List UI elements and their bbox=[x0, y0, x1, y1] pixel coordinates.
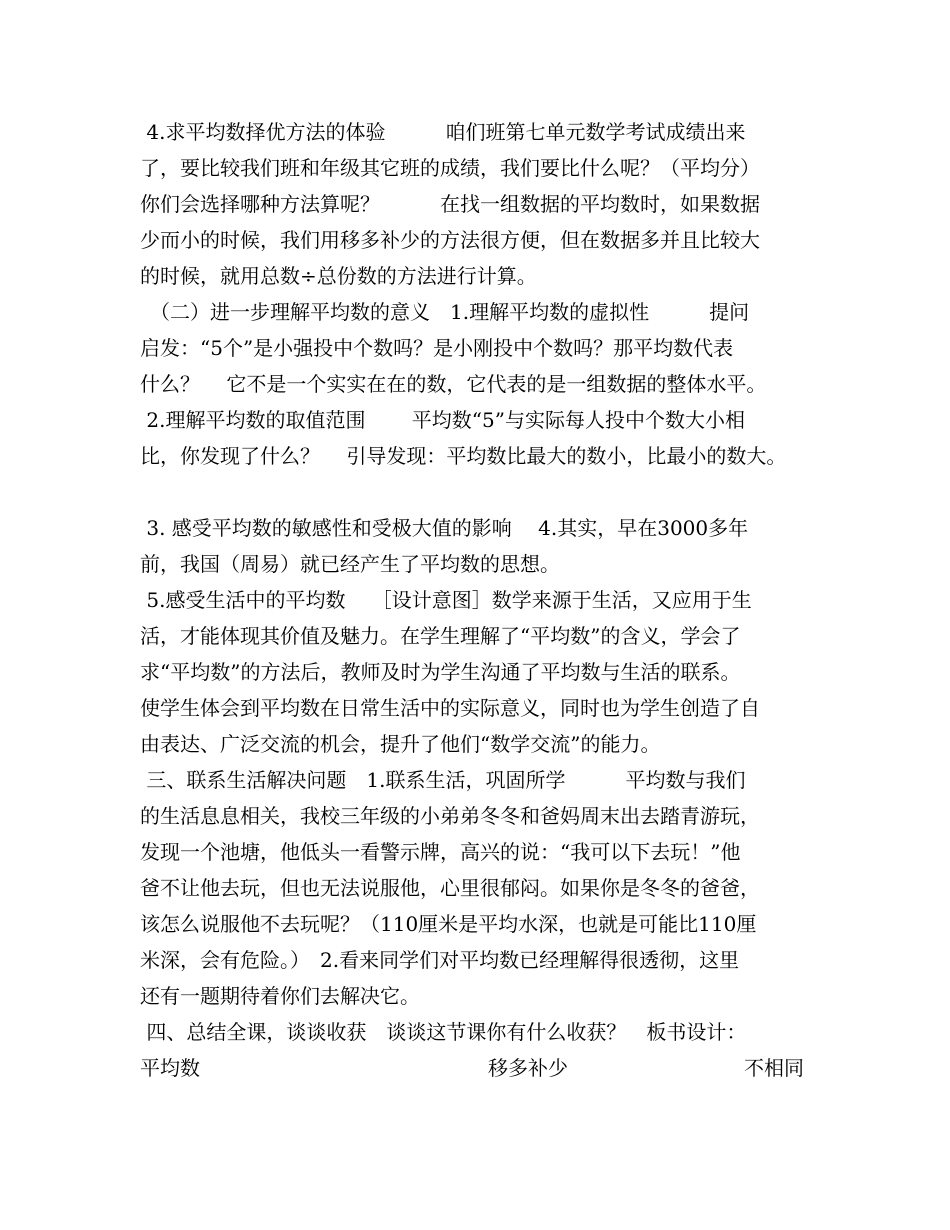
text-line: （二）进一步理解平均数的意义 1.理解平均数的虚拟性 提问 bbox=[140, 300, 750, 324]
text-line: 4.求平均数择优方法的体验 咱们班第七单元数学考试成绩出来 bbox=[140, 120, 746, 144]
text-line: 由表达、广泛交流的机会，提升了他们“数学交流”的能力。 bbox=[140, 732, 661, 756]
text-line: 你们会选择哪种方法算呢？ 在找一组数据的平均数时，如果数据 bbox=[140, 192, 760, 216]
board-design-row bbox=[140, 1050, 820, 1086]
text-line: 该怎么说服他不去玩呢？（110厘米是平均水深，也就是可能比110厘 bbox=[140, 912, 757, 936]
text-line: 三、联系生活解决问题 1.联系生活，巩固所学 平均数与我们 bbox=[140, 768, 746, 792]
text-line: 的时候，就用总数÷总份数的方法进行计算。 bbox=[140, 264, 537, 288]
text-line: 5.感受生活中的平均数 ［设计意图］数学来源于生活，又应用于生 bbox=[140, 588, 752, 612]
board-item-move-more-fill-less: 移多补少 bbox=[488, 1056, 568, 1080]
text-line: 前，我国（周易）就已经产生了平均数的思想。 bbox=[140, 552, 560, 576]
text-line: 使学生体会到平均数在日常生活中的实际意义，同时也为学生创造了自 bbox=[140, 696, 760, 720]
text-line: 爸不让他去玩，但也无法说服他，心里很郁闷。如果你是冬冬的爸爸， bbox=[140, 876, 760, 900]
text-line: 四、总结全课，谈谈收获 谈谈这节课你有什么收获？ 板书设计： bbox=[140, 1020, 747, 1044]
text-line: 少而小的时候，我们用移多补少的方法很方便，但在数据多并且比较大 bbox=[140, 228, 760, 252]
document-body bbox=[140, 114, 820, 1086]
text-line: 比，你发现了什么？ 引导发现：平均数比最大的数小，比最小的数大。 bbox=[140, 444, 787, 468]
paragraph-gap bbox=[140, 474, 820, 510]
text-line: 还有一题期待着你们去解决它。 bbox=[140, 984, 420, 1008]
text-line: 什么？ 它不是一个实实在在的数，它代表的是一组数据的整体水平。 bbox=[140, 372, 767, 396]
text-line: 2.理解平均数的取值范围 平均数“5”与实际每人投中个数大小相 bbox=[140, 408, 745, 432]
text-line: 的生活息息相关，我校三年级的小弟弟冬冬和爸妈周末出去踏青游玩， bbox=[140, 804, 760, 828]
text-line: 米深，会有危险。） 2.看来同学们对平均数已经理解得很透彻，这里 bbox=[140, 948, 740, 972]
text-line: 了，要比较我们班和年级其它班的成绩，我们要比什么呢？（平均分） bbox=[140, 156, 760, 180]
text-line: 求“平均数”的方法后，教师及时为学生沟通了平均数与生活的联系。 bbox=[140, 660, 741, 684]
text-line: 启发：“5个”是小强投中个数吗？是小刚投中个数吗？那平均数代表 bbox=[140, 336, 734, 360]
text-line: 发现一个池塘，他低头一看警示牌，高兴的说：“我可以下去玩！”他 bbox=[140, 840, 741, 864]
board-item-not-same: 不相同 bbox=[744, 1056, 804, 1080]
text-line: 3. 感受平均数的敏感性和受极大值的影响 4.其实，早在3000多年 bbox=[140, 516, 749, 540]
text-line: 活，才能体现其价值及魅力。在学生理解了“平均数”的含义，学会了 bbox=[140, 624, 741, 648]
board-item-average: 平均数 bbox=[140, 1056, 200, 1080]
